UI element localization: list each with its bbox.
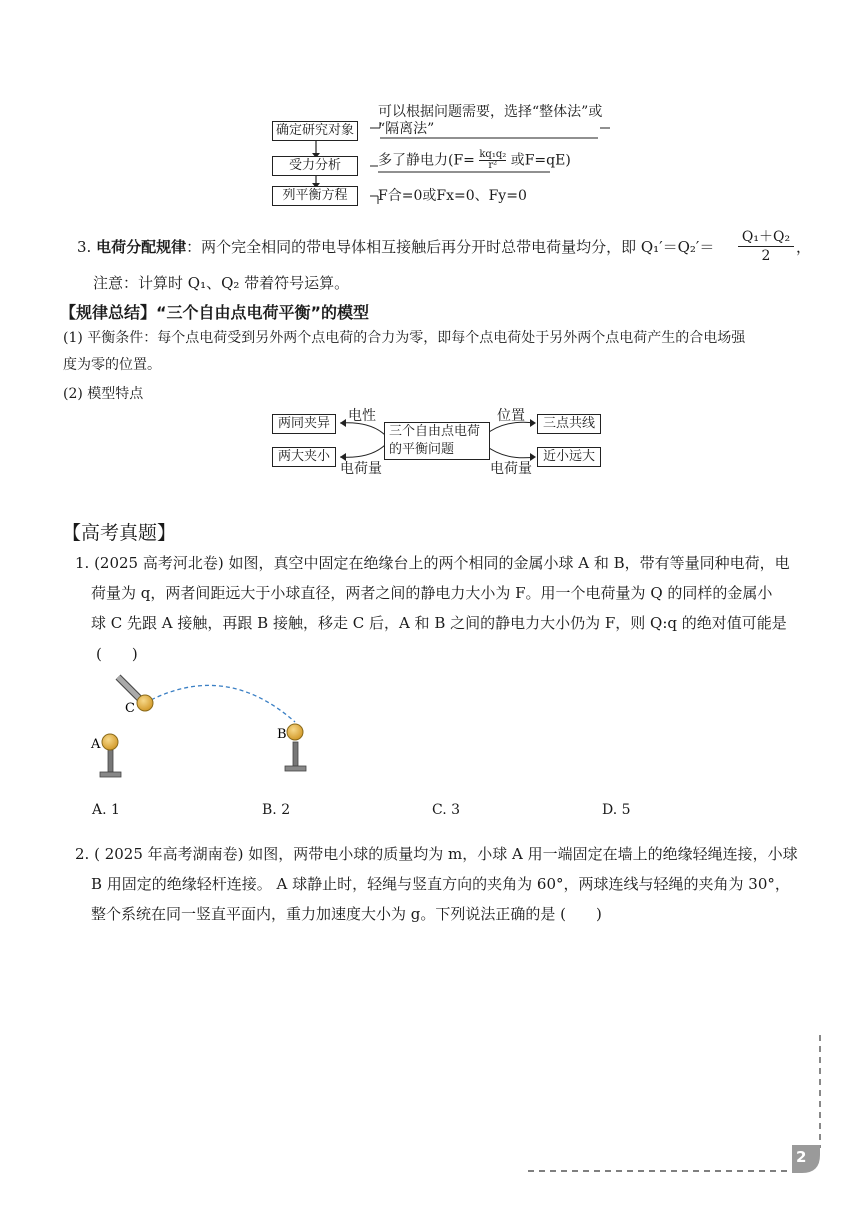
q1-option-c[interactable]: C. 3 xyxy=(432,802,461,818)
q1-line-3: 球 C 先跟 A 接触，再跟 B 接触，移走 C 后，A 和 B 之间的静电力大小仍为 F，则 Q:q 的绝对值可能是 xyxy=(91,614,787,632)
ball-c xyxy=(137,695,153,711)
flow2-label-left-top: 电性 xyxy=(348,408,376,424)
page-number: 2 xyxy=(796,1148,807,1166)
q1-option-a[interactable]: A. 1 xyxy=(92,802,120,818)
summary-heading: 【规律总结】“三个自由点电荷平衡”的模型 xyxy=(60,303,370,322)
rule-3-comma: ， xyxy=(796,238,812,256)
exam-heading: 【高考真题】 xyxy=(62,522,177,544)
trajectory-path xyxy=(145,685,295,722)
q1-option-d[interactable]: D. 5 xyxy=(602,802,631,818)
flow2-center-line1: 三个自由点电荷 xyxy=(389,424,481,439)
q1-option-b[interactable]: B. 2 xyxy=(262,802,291,818)
label-c: C xyxy=(125,701,135,716)
ball-a xyxy=(102,734,118,750)
q2-line-2: B 用固定的绝缘轻杆连接。 A 球静止时，轻绳与竖直方向的夹角为 60°，两球连线与轻绳的夹角为 30°， xyxy=(91,875,790,893)
q1-answer-blank: ( ) xyxy=(96,645,138,663)
ball-b xyxy=(287,724,303,740)
rule-3-fraction xyxy=(738,228,794,265)
rule-3-text: ：两个完全相同的带电导体相互接触后再分开时总带电荷量均分，即 Q₁′＝Q₂′＝ xyxy=(186,238,715,256)
flow2-right-top: 三点共线 xyxy=(537,414,601,434)
flow-note-2: “隔离法” xyxy=(378,121,435,137)
rule-3-line xyxy=(77,236,714,258)
q1-figure xyxy=(85,670,325,790)
label-a: A xyxy=(91,737,101,752)
flow-note-4: F合=0或Fx=0、Fy=0 xyxy=(378,188,527,204)
flow2-label-right-top: 位置 xyxy=(497,408,525,424)
page-corner-decoration xyxy=(520,1030,840,1190)
flow-step-1: 确定研究对象 xyxy=(272,121,358,141)
flow-note-3: 多了静电力(F= $\frac{\text{kq₁q₂}}{\text{r²}}$ 或F=qE) xyxy=(378,149,571,171)
q2-line-3: 整个系统在同一竖直平面内，重力加速度大小为 g。下列说法正确的是 ( ) xyxy=(91,905,602,923)
flow2-right-bottom: 近小远大 xyxy=(537,447,601,467)
summary-p1-line1: (1) 平衡条件：每个点电荷受到另外两个点电荷的合力为零，即每个点电荷处于另外两个点电荷产生的合电场强 xyxy=(63,330,746,346)
fraction-numerator: Q₁＋Q₂ xyxy=(738,228,794,247)
q2-line-1: 2. ( 2025 年高考湖南卷) 如图，两带电小球的质量均为 m，小球 A 用一端固定在墙上的绝缘轻绳连接，小球 xyxy=(75,845,798,863)
q1-line-2: 荷量为 q，两者间距远大于小球直径，两者之间的静电力大小为 F。用一个电荷量为 Q 的同样的金属小 xyxy=(91,584,773,602)
summary-p2: (2) 模型特点 xyxy=(63,386,144,402)
flow2-center-line2: 的平衡问题 xyxy=(389,442,455,457)
flow2-left-bottom: 两大夹小 xyxy=(272,447,336,467)
flow2-label-right-bottom: 电荷量 xyxy=(490,461,532,477)
flow2-label-left-bottom: 电荷量 xyxy=(340,461,382,477)
rule-3-title: 电荷分配规律 xyxy=(96,238,187,256)
flow2-center xyxy=(384,422,490,460)
flow-note-1: 可以根据问题需要，选择“整体法”或 xyxy=(378,104,603,120)
flow2-left-top: 两同夹异 xyxy=(272,414,336,434)
q1-line-1: 1. (2025 高考河北卷) 如图，真空中固定在绝缘台上的两个相同的金属小球 A 和 B，带有等量同种电荷，电 xyxy=(75,554,790,572)
flow-step-3: 列平衡方程 xyxy=(272,186,358,206)
rule-3-note: 注意：计算时 Q₁、Q₂ 带着符号运算。 xyxy=(93,274,350,292)
flow-step-2: 受力分析 xyxy=(272,156,358,176)
summary-p1-line2: 度为零的位置。 xyxy=(63,357,161,373)
rule-3-number: 3. xyxy=(77,238,92,256)
label-b: B xyxy=(277,727,287,742)
fraction-denominator: 2 xyxy=(761,248,771,264)
